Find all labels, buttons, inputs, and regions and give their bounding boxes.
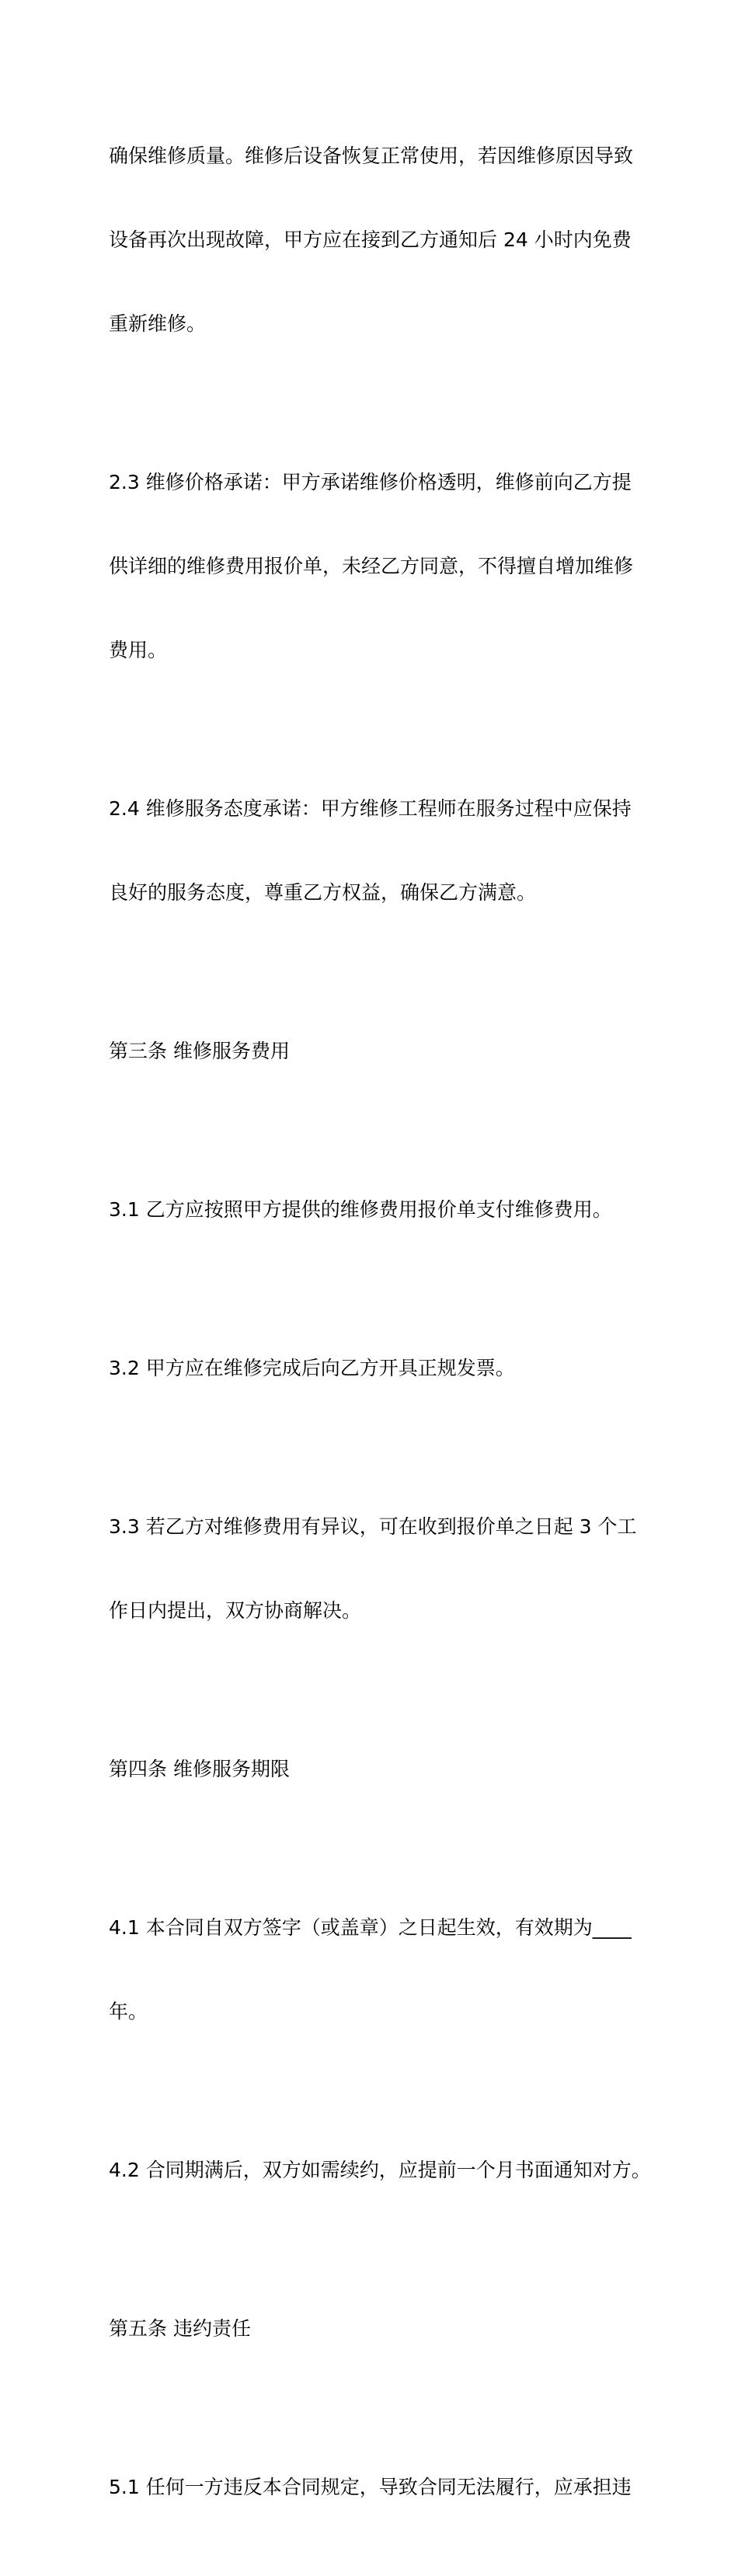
clause-2-3 [109, 413, 645, 720]
clause-4-2 [109, 2100, 651, 2240]
text-line: 设备再次出现故障，甲方应在接到乙方通知后 24 小时内免费 [109, 228, 632, 251]
clause-5-1 [109, 2417, 645, 2557]
section-heading-article-5 [109, 2259, 645, 2399]
clause-2-4 [109, 739, 645, 963]
text-line: 3.1 乙方应按照甲方提供的维修费用报价单支付维修费用。 [109, 1198, 612, 1221]
clause-3-1 [109, 1140, 645, 1280]
text-line: 确保维修质量。维修后设备恢复正常使用，若因维修原因导致 [109, 145, 634, 167]
text-line: 年。 [109, 2000, 148, 2023]
heading-text: 第四条 维修服务期限 [109, 1758, 290, 1780]
clause-3-3 [109, 1457, 645, 1681]
text-line: 3.2 甲方应在维修完成后向乙方开具正规发票。 [109, 1357, 515, 1379]
document-body [109, 86, 651, 2576]
section-heading-article-4 [109, 1699, 645, 1839]
text-line: 5.1 任何一方违反本合同规定，导致合同无法履行，应承担违 [109, 2476, 632, 2498]
clause-4-1 [109, 1858, 645, 2082]
text-line: 费用。 [109, 639, 168, 661]
heading-text: 第三条 维修服务费用 [109, 1040, 290, 1062]
heading-text: 第五条 违约责任 [109, 2317, 251, 2340]
text-line: 重新维修。 [109, 312, 207, 335]
text-line: 2.4 维修服务态度承诺：甲方维修工程师在服务过程中应保持 [109, 797, 632, 820]
text-line: 3.3 若乙方对维修费用有异议，可在收到报价单之日起 3 个工 [109, 1515, 637, 1538]
text-line: 4.1 本合同自双方签字（或盖章）之日起生效，有效期为____ [109, 1916, 632, 1939]
clause-3-2 [109, 1298, 645, 1438]
paragraph-quality-continued [109, 86, 645, 394]
text-line: 2.3 维修价格承诺：甲方承诺维修价格透明，维修前向乙方提 [109, 471, 632, 493]
section-heading-article-3 [109, 981, 645, 1121]
text-line: 4.2 合同期满后，双方如需续约，应提前一个月书面通知对方。 [109, 2159, 651, 2181]
text-line: 良好的服务态度，尊重乙方权益，确保乙方满意。 [109, 881, 537, 904]
text-line: 作日内提出，双方协商解决。 [109, 1599, 362, 1622]
text-line: 供详细的维修费用报价单，未经乙方同意，不得擅自增加维修 [109, 555, 634, 577]
